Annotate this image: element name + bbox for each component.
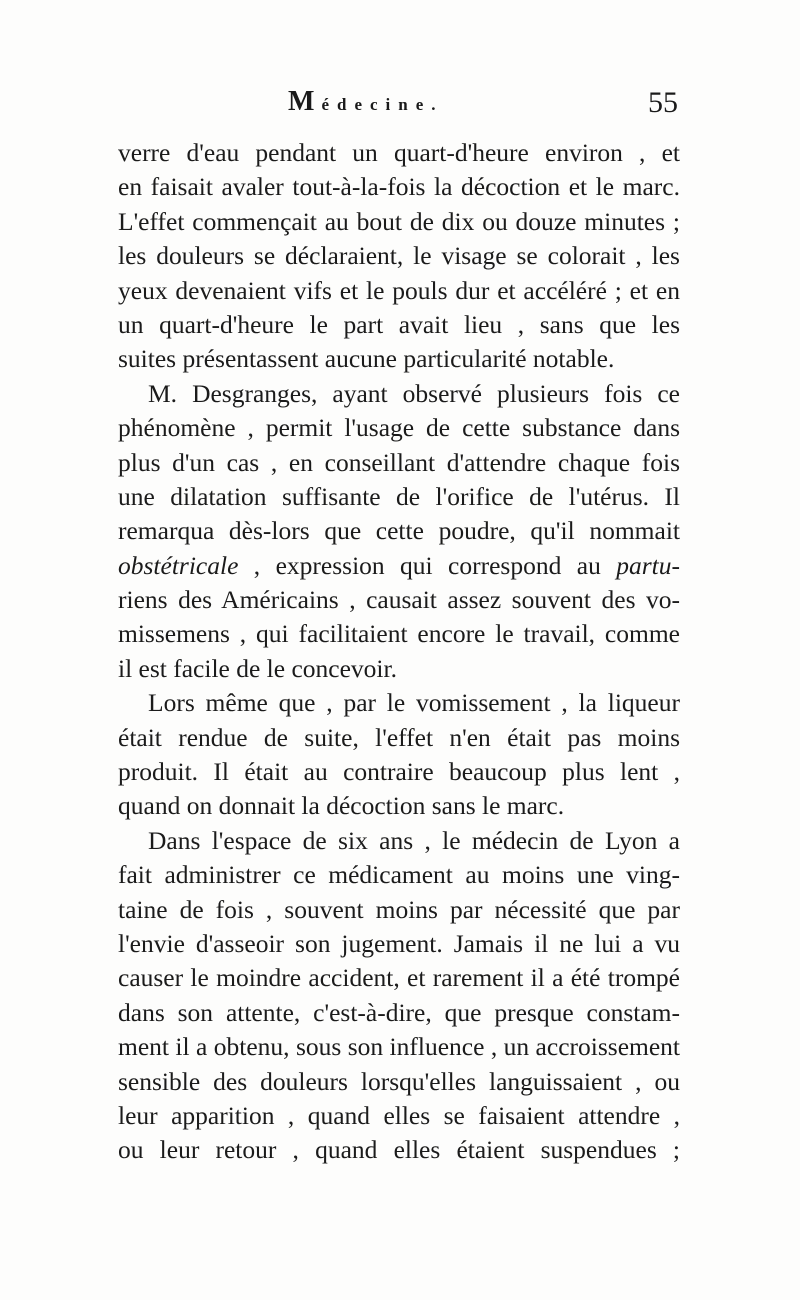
text-line: verre d'eau pendant un quart-d'heure environ , et: [118, 138, 680, 167]
text-line: ou leur retour , quand elles étaient suspendues ;: [118, 1135, 680, 1165]
text-line: M. Desgranges, ayant observé plusieurs fois ce: [148, 378, 680, 408]
running-head: [120, 86, 680, 126]
text-fragment: , expression qui correspond au: [238, 550, 617, 580]
text-line: leur apparition , quand elles se faisaient attendre ,: [118, 1100, 680, 1130]
text-line: riens des Américains , causait assez souvent des vo-: [118, 585, 680, 615]
chapter-title-rest: édecine.: [321, 95, 444, 114]
text-line: quand on donnait la décoction sans le marc.: [118, 791, 565, 821]
text-line: L'effet commençait au bout de dix ou douze minutes ;: [118, 206, 680, 236]
text-line: produit. Il était au contraire beaucoup plus lent ,: [118, 757, 680, 787]
body-text: [118, 136, 680, 1168]
text-line: en faisait avaler tout-à-la-fois la décoction et le marc.: [118, 172, 680, 202]
chapter-title-initial: M: [288, 86, 322, 117]
text-line: missemens , qui facilitaient encore le travail, comme: [118, 619, 680, 649]
text-line: un quart-d'heure le part avait lieu , sans que les: [118, 309, 680, 339]
chapter-title: [288, 86, 444, 118]
text-line: phénomène , permit l'usage de cette substance dans: [118, 413, 680, 443]
text-line: Dans l'espace de six ans , le médecin de Lyon a: [148, 825, 680, 855]
text-line: sensible des douleurs lorsqu'elles languissaient , ou: [118, 1066, 680, 1096]
text-line: ment il a obtenu, sous son influence , un accroissement: [118, 1032, 680, 1062]
page-number: 55: [648, 86, 678, 119]
text-line: était rendue de suite, l'effet n'en était pas moins: [118, 722, 680, 752]
text-line-mixed: [118, 549, 680, 583]
text-line: fait administrer ce médicament au moins une ving-: [118, 860, 680, 890]
text-line: Lors même que , par le vomissement , la liqueur: [148, 688, 680, 718]
text-line: causer le moindre accident, et rarement il a été trompé: [118, 963, 680, 993]
text-line: il est facile de le concevoir.: [118, 653, 397, 683]
text-line: les douleurs se déclaraient, le visage se colorait , les: [118, 241, 680, 271]
text-line: remarqua dès-lors que cette poudre, qu'il nommait: [118, 516, 680, 546]
italic-term: partu-: [616, 550, 680, 580]
text-line: yeux devenaient vifs et le pouls dur et accéléré ; et en: [118, 275, 680, 305]
text-line: dans son attente, c'est-à-dire, que presque constam-: [118, 997, 680, 1027]
text-line: plus d'un cas , en conseillant d'attendre chaque fois: [118, 447, 680, 477]
text-line: taine de fois , souvent moins par nécessité que par: [118, 894, 680, 924]
text-line: une dilatation suffisante de l'orifice de l'utérus. Il: [118, 481, 680, 511]
text-line: l'envie d'asseoir son jugement. Jamais il ne lui a vu: [118, 928, 680, 958]
text-line: suites présentassent aucune particularité notable.: [118, 344, 615, 374]
italic-term: obstétricale: [118, 550, 239, 580]
